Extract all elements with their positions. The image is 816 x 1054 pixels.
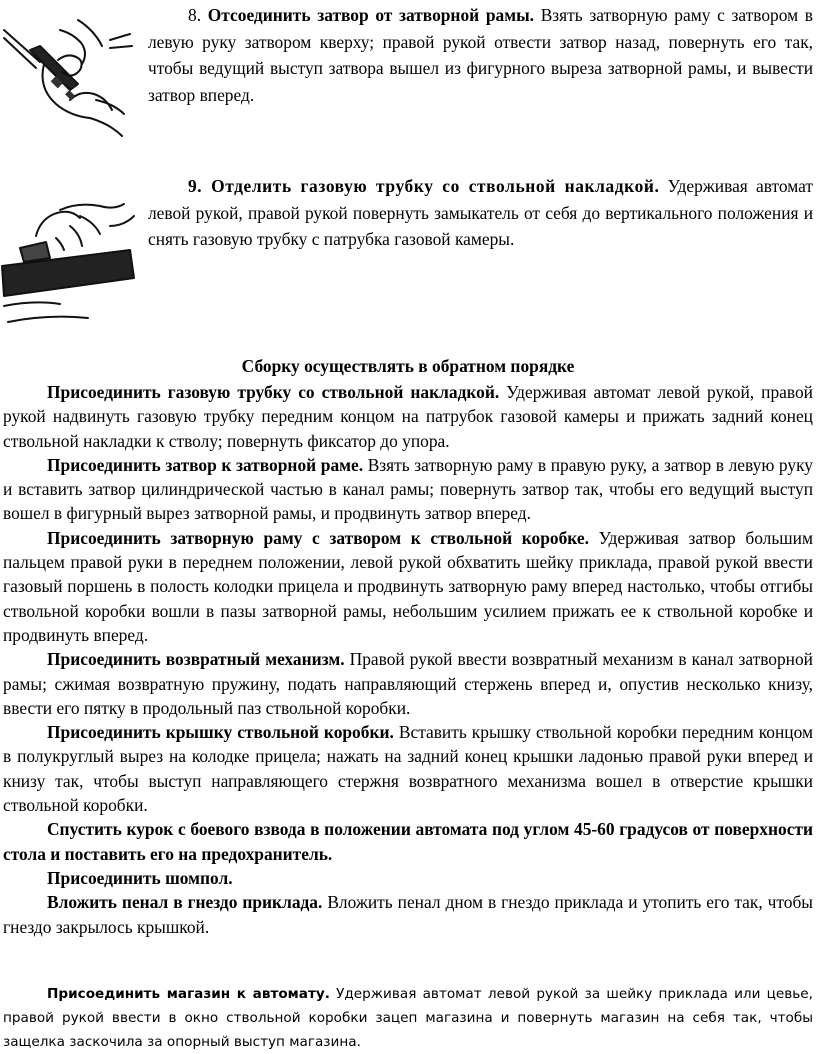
step-9-paragraph [148, 173, 813, 253]
assembly-item-title: Присоединить затворную раму с затвором к ствольной коробке. [47, 527, 589, 548]
assembly-item-title: Присоединить затвор к затворной раме. [47, 454, 364, 475]
step-8-paragraph [148, 2, 813, 108]
assembly-item-text: Удерживая затвор большим пальцем правой руки в переднем положении, левой рукой обхватить шейку приклада, правой рукой ввести газовый поршень в полость колодки прицела и продвинуть затворную раму вперед настолько, чтобы отгибы ствольной коробки вошли в пазы затворной рамы, небольшим усилием прижать ее к ствольной коробке и продвинуть вперед. [3, 527, 813, 645]
assembly-item-title: Спустить курок с боевого взвода в положении автомата под углом 45-60 градусов от поверхности стола и поставить его на предохранитель. [3, 819, 813, 864]
assembly-item-text: Правой рукой ввести возвратный механизм в канал затворной рамы; сжимая возвратную пружину, подать направляющий стержень вперед и, опустив несколько книзу, ввести его пятку в продольный паз ствольной коробки. [3, 649, 813, 718]
step-9-number: 9. [188, 176, 203, 196]
assembly-item-title: Присоединить возвратный механизм. [47, 649, 345, 670]
assembly-item-title: Присоединить шомпол. [47, 867, 233, 888]
step-9-title: Отделить газовую трубку со ствольной накладкой. [211, 176, 660, 196]
step-8-text: Взять затворную раму с затвором в левую руку затвором кверху; правой рукой отвести затвор назад, повернуть его так, чтобы ведущий выступ затвора вышел из фигурного выреза затворной рамы, и вывести затвор вперед. [148, 5, 813, 105]
assembly-item [3, 647, 813, 720]
step-8-title: Отсоединить затвор от затворной рамы. [207, 5, 534, 25]
assembly-item-text: Удерживая автомат левой рукой, правой рукой надвинуть газовую трубку передним концом на патрубок газовой камеры и прижать задний конец ствольной накладки к стволу; повернуть фиксатор до упора. [3, 382, 813, 451]
magazine-text: Удерживая автомат левой рукой за шейку приклада или цевье, правой рукой ввести в окно ствольной коробки зацеп магазина и повернуть магазин на себя так, чтобы защелка заскочила за опорный выступ магазина. [3, 986, 813, 1050]
assembly-item [3, 817, 813, 866]
assembly-item-text: Вложить пенал дном в гнездо приклада и утопить его так, чтобы гнездо закрылось крышкой. [3, 892, 813, 937]
magazine-paragraph [3, 983, 813, 1054]
assembly-item [3, 866, 813, 890]
bolt-removal-illustration [0, 0, 140, 160]
step-9-text: Удерживая автомат левой рукой, правой рукой повернуть замыкатель от себя до вертикального положения и снять газовую трубку с патрубка газовой камеры. [148, 176, 813, 249]
assembly-item-title: Вложить пенал в гнездо приклада. [47, 892, 323, 913]
assembly-item [3, 526, 813, 647]
assembly-item [3, 380, 813, 453]
assembly-item [3, 890, 813, 939]
assembly-item [3, 720, 813, 817]
assembly-item-title: Присоединить крышку ствольной коробки. [47, 722, 394, 743]
magazine-title: Присоединить магазин к автомату. [47, 986, 330, 1002]
assembly-instructions [3, 380, 813, 939]
gas-tube-removal-illustration [0, 186, 140, 336]
assembly-item-text: Вставить крышку ствольной коробки передним концом в полукруглый вырез на колодке прицела; нажать на задний конец крышки ладонью правой руки вперед и книзу так, чтобы выступ направляющего стержня возвратного механизма вошел в отверстие крышки ствольной коробки. [3, 722, 813, 816]
step-8-number: 8. [188, 5, 202, 25]
assembly-item-text: Взять затворную раму в правую руку, а затвор в левую руку и вставить затвор цилиндрической частью в канал рамы; повернуть затвор так, чтобы его ведущий выступ вошел в фигурный вырез затворной рамы, и продвинуть затвор вперед. [3, 454, 813, 524]
assembly-heading: Сборку осуществлять в обратном порядке [241, 356, 575, 376]
assembly-item [3, 453, 813, 526]
assembly-item-title: Присоединить газовую трубку со ствольной накладкой. [47, 382, 500, 402]
